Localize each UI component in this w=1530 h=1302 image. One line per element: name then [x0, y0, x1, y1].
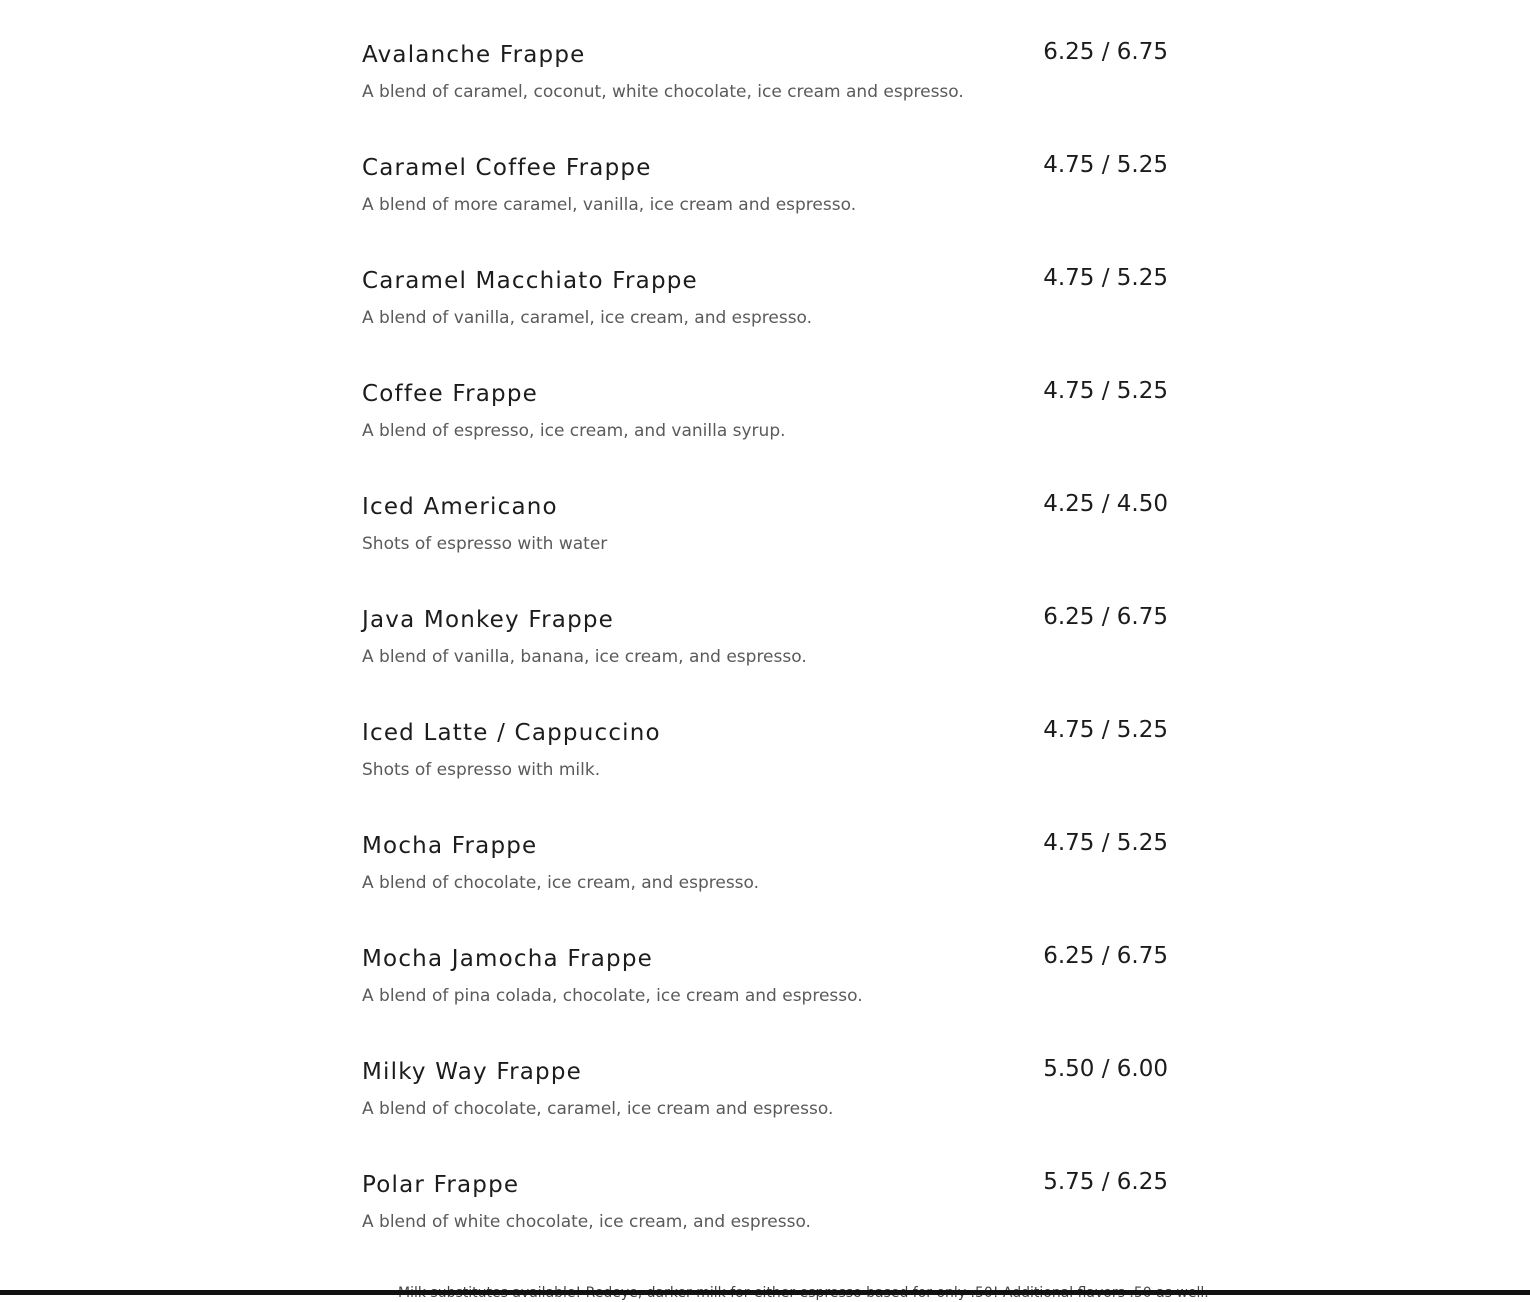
menu-item-description: Shots of espresso with milk.: [362, 760, 601, 780]
menu-item-description: A blend of espresso, ice cream, and vanilla syrup.: [362, 421, 786, 441]
menu-item-price: 6.25 / 6.75: [1043, 39, 1168, 65]
menu-item-description: A blend of pina colada, chocolate, ice cream and espresso.: [362, 986, 863, 1006]
menu-item-description: A blend of more caramel, vanilla, ice cream and espresso.: [362, 195, 857, 215]
menu-item-price: 6.25 / 6.75: [1043, 943, 1168, 969]
menu-item-price: 4.75 / 5.25: [1043, 152, 1168, 178]
menu-item-price: 5.75 / 6.25: [1043, 1169, 1168, 1195]
menu-item-name: Coffee Frappe: [362, 381, 538, 407]
menu-item-price: 4.75 / 5.25: [1043, 378, 1168, 404]
menu-item: [362, 565, 1168, 678]
menu-item: [362, 1017, 1168, 1130]
menu-item-name: Mocha Jamocha Frappe: [362, 946, 653, 972]
menu-item: [362, 339, 1168, 452]
menu-item-price: 4.25 / 4.50: [1043, 491, 1168, 517]
menu-list: [362, 0, 1168, 1243]
menu-item-description: Shots of espresso with water: [362, 534, 608, 554]
menu-item-description: A blend of vanilla, caramel, ice cream, and espresso.: [362, 308, 813, 328]
menu-item-name: Milky Way Frappe: [362, 1059, 582, 1085]
menu-item-price: 6.25 / 6.75: [1043, 604, 1168, 630]
menu-item-name: Caramel Coffee Frappe: [362, 155, 652, 181]
menu-item: [362, 678, 1168, 791]
menu-item: [362, 0, 1168, 113]
menu-item-description: A blend of white chocolate, ice cream, and espresso.: [362, 1212, 811, 1232]
menu-item: [362, 904, 1168, 1017]
menu-item-price: 5.50 / 6.00: [1043, 1056, 1168, 1082]
menu-item-name: Iced Latte / Cappuccino: [362, 720, 661, 746]
menu-item: [362, 452, 1168, 565]
menu-item-name: Polar Frappe: [362, 1172, 520, 1198]
menu-item-price: 4.75 / 5.25: [1043, 265, 1168, 291]
menu-item: [362, 226, 1168, 339]
menu-item-name: Java Monkey Frappe: [362, 607, 615, 633]
menu-item-price: 4.75 / 5.25: [1043, 830, 1168, 856]
menu-item-description: A blend of vanilla, banana, ice cream, and espresso.: [362, 647, 807, 667]
menu-item-name: Iced Americano: [362, 494, 558, 520]
menu-item-description: A blend of caramel, coconut, white chocolate, ice cream and espresso.: [362, 82, 964, 102]
menu-item-name: Mocha Frappe: [362, 833, 538, 859]
menu-item-description: A blend of chocolate, ice cream, and espresso.: [362, 873, 760, 893]
menu-item-name: Caramel Macchiato Frappe: [362, 268, 698, 294]
menu-item-price: 4.75 / 5.25: [1043, 717, 1168, 743]
menu-item: [362, 791, 1168, 904]
menu-item-description: A blend of chocolate, caramel, ice cream and espresso.: [362, 1099, 834, 1119]
bottom-divider: [0, 1290, 1530, 1295]
menu-item-name: Avalanche Frappe: [362, 42, 586, 68]
menu-item: [362, 1130, 1168, 1243]
menu-item: [362, 113, 1168, 226]
